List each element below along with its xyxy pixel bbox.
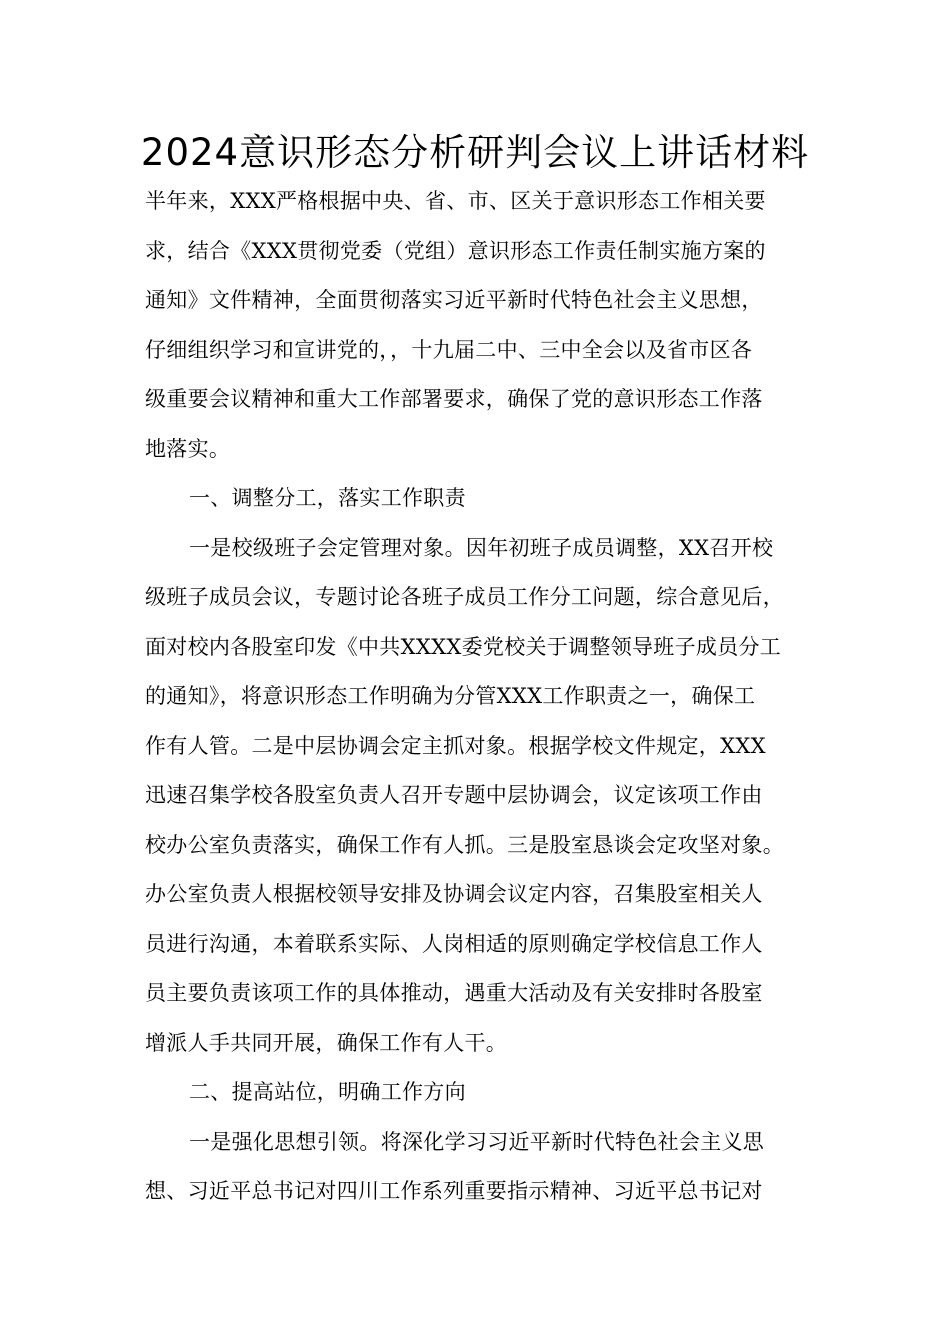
section-heading: 一、调整分工，落实工作职责 <box>189 486 466 510</box>
text-line: 一是强化思想引领。将深化学习习近平新时代特色社会主义思 <box>189 1129 765 1154</box>
text-line: 面对校内各股室印发《中共XXXX委党校关于调整领导班子成员分工 <box>145 634 782 659</box>
text-line: 员主要负责该项工作的具体推动，遇重大活动及有关安排时各股室 <box>145 981 763 1005</box>
text-line: 仔细组织学习和宣讲党的，，十九届二中、三中全会以及省市区各 <box>145 337 753 362</box>
text-line: 半年来，XXX严格根据中央、省、市、区关于意识形态工作相关要 <box>145 189 766 213</box>
text-line: 想、习近平总书记对四川工作系列重要指示精神、习近平总书记对 <box>145 1179 763 1203</box>
text-line: 一是校级班子会定管理对象。因年初班子成员调整，XX召开校 <box>189 535 774 560</box>
text-line: 通知》文件精神，全面贯彻落实习近平新时代特色社会主义思想， <box>145 288 763 312</box>
text-line: 校办公室负责落实，确保工作有人抓。三是股室恳谈会定攻坚对象。 <box>145 832 784 857</box>
text-line: 迅速召集学校各股室负责人召开专题中层协调会，议定该项工作由 <box>145 783 763 807</box>
text-line: 办公室负责人根据校领导安排及协调会议定内容，召集股室相关人 <box>145 882 763 906</box>
text-line: 增派人手共同开展，确保工作有人干。 <box>145 1030 508 1055</box>
text-line: 的通知》，将意识形态工作明确为分管XXX工作职责之一，确保工 <box>145 684 756 708</box>
text-line: 地落实。 <box>145 436 231 461</box>
document-title: 2024意识形态分析研判会议上讲话材料 <box>140 131 810 174</box>
document-body <box>145 177 815 1217</box>
text-line: 级重要会议精神和重大工作部署要求，确保了党的意识形态工作落 <box>145 387 763 411</box>
text-line: 求，结合《XXX贯彻党委（党组）意识形态工作责任制实施方案的 <box>145 238 766 263</box>
text-line: 员进行沟通，本着联系实际、人岗相适的原则确定学校信息工作人 <box>145 931 763 956</box>
text-line: 作有人管。二是中层协调会定主抓对象。根据学校文件规定，XXX <box>145 733 766 758</box>
section-heading: 二、提高站位，明确工作方向 <box>189 1080 466 1104</box>
text-line: 级班子成员会议，专题讨论各班子成员工作分工问题，综合意见后， <box>145 585 784 609</box>
